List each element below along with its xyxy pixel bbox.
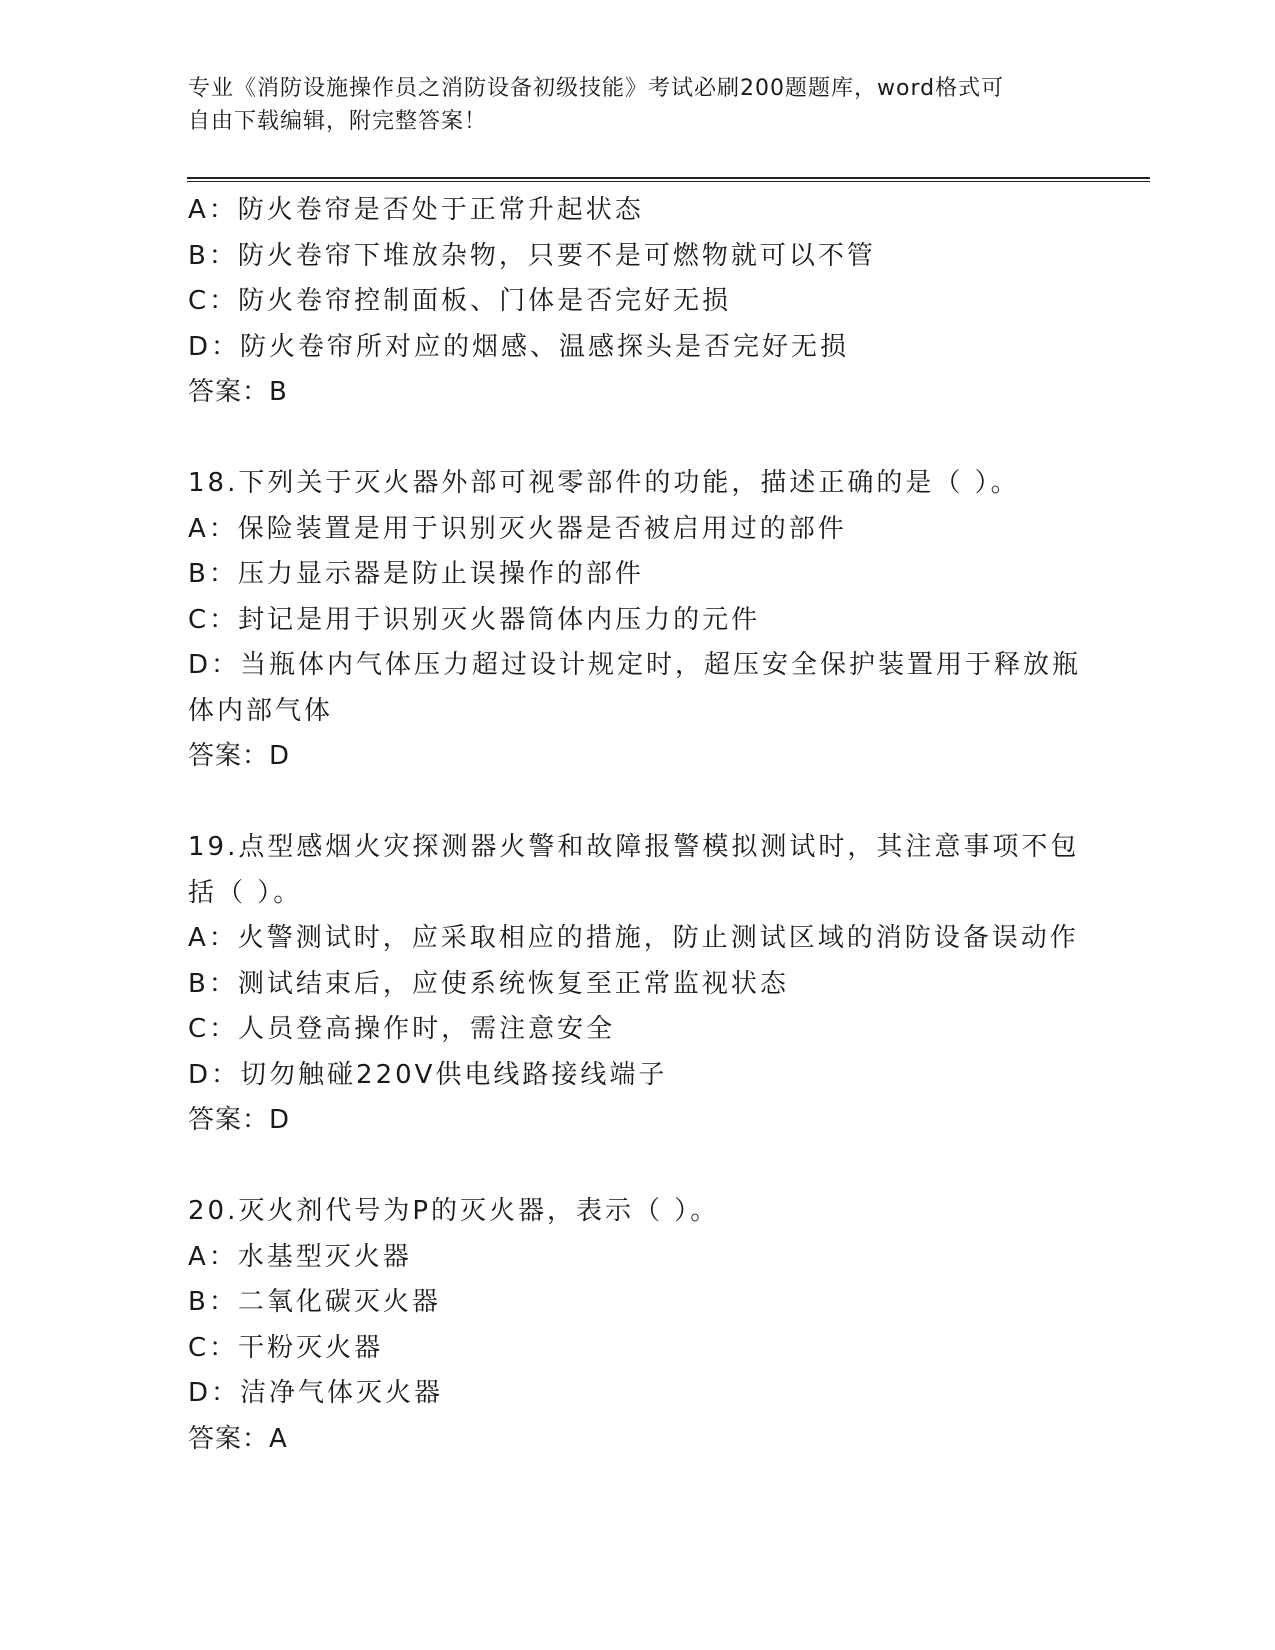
spacer [188,1144,1088,1190]
option-d: D：防火卷帘所对应的烟感、温感探头是否完好无损 [188,331,850,362]
option-a: A：水基型灭火器 [188,1241,412,1272]
option-d: D：切勿触碰220V供电线路接线端子 [188,1059,668,1090]
question-20 [188,1189,1088,1462]
header-divider [187,177,1150,182]
spacer [188,416,1088,462]
answer-line: 答案：D [188,741,291,771]
spacer [188,780,1088,826]
option-b: B：二氧化碳灭火器 [188,1287,441,1317]
answer-line: 答案：A [188,1423,288,1454]
question-stem: 20.灭火剂代号为P的灭火器，表示（ ）。 [188,1196,720,1226]
option-a: A：火警测试时，应采取相应的措施，防止测试区域的消防设备误动作 [188,923,1079,953]
document-header [188,72,1088,138]
question-list [188,188,1088,1462]
option-d-continued: 体内部气体 [188,695,334,726]
question-17 [188,188,1088,416]
option-c: C：干粉灭火器 [188,1332,384,1363]
option-c: C：防火卷帘控制面板、门体是否完好无损 [188,286,732,316]
answer-line: 答案：D [188,1105,291,1135]
header-line-1: 专业《消防设施操作员之消防设备初级技能》考试必刷200题题库，word格式可 [188,76,1005,101]
option-c: C：封记是用于识别灭火器筒体内压力的元件 [188,604,761,635]
answer-line: 答案：B [188,377,288,407]
question-18 [188,461,1088,780]
question-stem: 19.点型感烟火灾探测器火警和故障报警模拟测试时，其注意事项不包 [188,832,1080,862]
question-stem-continued: 括（ ）。 [188,877,303,908]
option-a: A：保险装置是用于识别灭火器是否被启用过的部件 [188,513,847,544]
option-d: D：当瓶体内气体压力超过设计规定时，超压安全保护装置用于释放瓶 [188,650,1082,680]
header-line-2: 自由下载编辑，附完整答案！ [188,109,488,134]
question-19 [188,825,1088,1144]
option-a: A：防火卷帘是否处于正常升起状态 [188,195,644,225]
option-b: B：测试结束后，应使系统恢复至正常监视状态 [188,968,789,999]
question-stem: 18.下列关于灭火器外部可视零部件的功能，描述正确的是（ ）。 [188,468,1020,498]
option-b: B：压力显示器是防止误操作的部件 [188,559,644,589]
option-b: B：防火卷帘下堆放杂物，只要不是可燃物就可以不管 [188,240,876,271]
option-d: D：洁净气体灭火器 [188,1378,444,1408]
option-c: C：人员登高操作时，需注意安全 [188,1014,616,1044]
